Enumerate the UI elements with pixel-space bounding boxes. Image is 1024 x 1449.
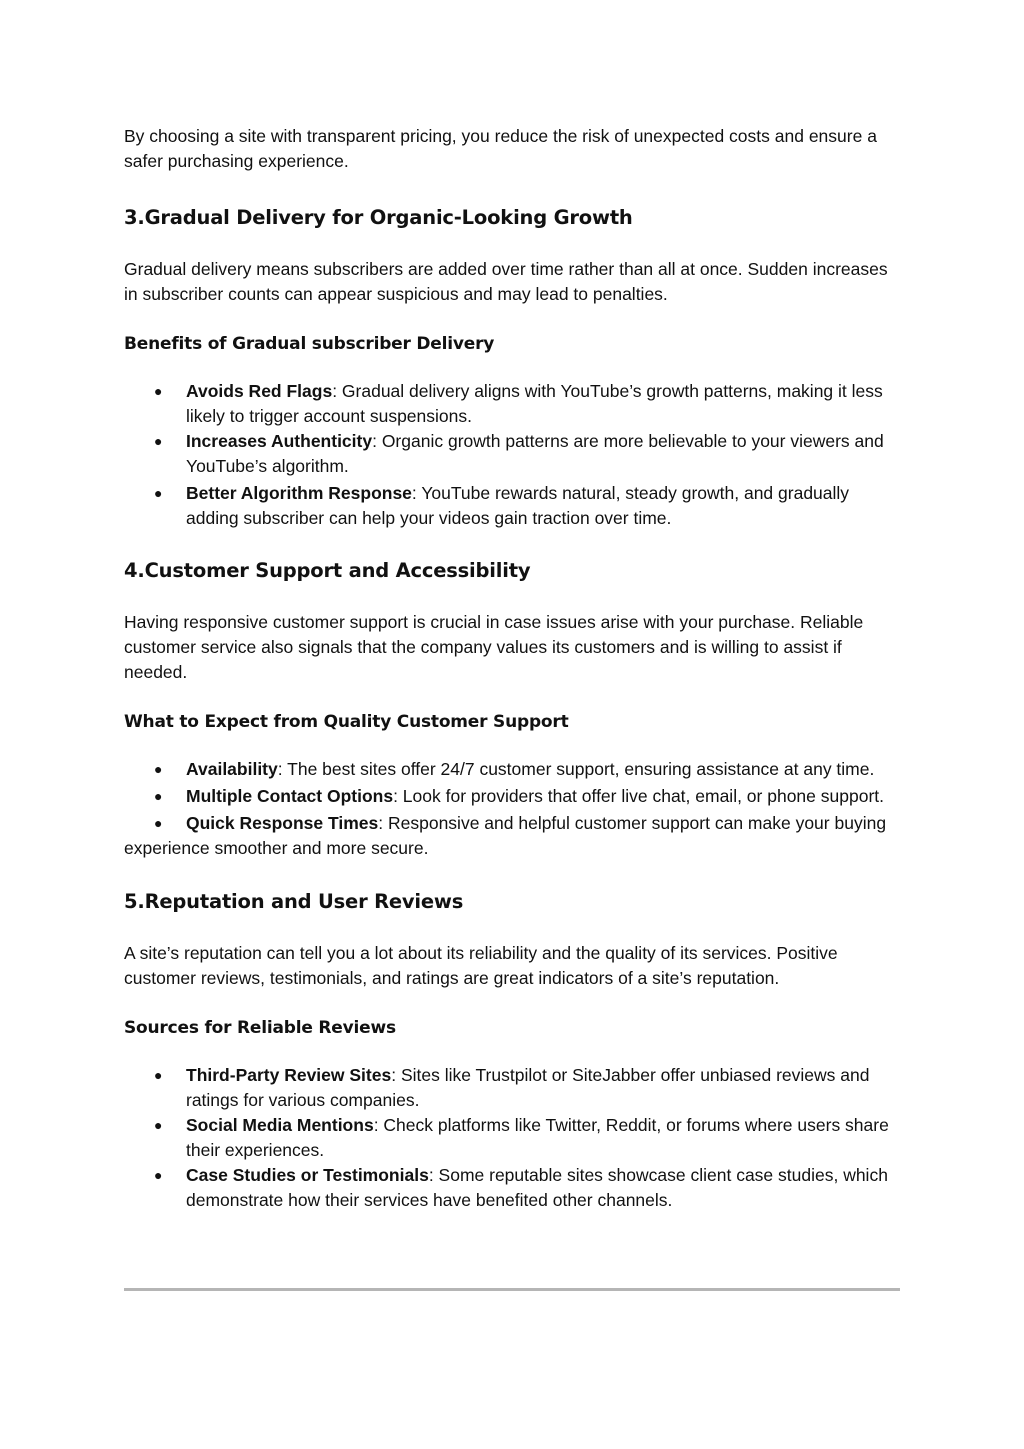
bullet-icon: ● [154,761,163,777]
bullet-text: : Some reputable sites showcase client case studies, which demonstrate how their services have benefited other channels. [186,1165,888,1210]
bullet-term: Increases Authenticity [186,431,373,451]
list-item [124,379,900,429]
section-4-subheading: What to Expect from Quality Customer Support [124,712,569,732]
list-item [124,429,900,479]
bullet-term: Quick Response Times [186,813,379,833]
list-item [124,757,900,782]
section-5-subheading: Sources for Reliable Reviews [124,1018,396,1038]
section-5-bullet-list [124,1063,900,1213]
section-3-heading: 3.Gradual Delivery for Organic-Looking Growth [124,206,633,229]
bullet-icon: ● [154,788,163,804]
intro-paragraph: By choosing a site with transparent pricing, you reduce the risk of unexpected costs and ensure a safer purchasing experience. [124,126,877,171]
bullet-term: Avoids Red Flags [186,381,333,401]
section-5-heading: 5.Reputation and User Reviews [124,890,464,913]
bullet-icon: ● [154,1167,163,1183]
section-3-bullet-list [124,379,900,531]
bullet-text: : Organic growth patterns are more believable to your viewers and YouTube’s algorithm. [186,431,884,476]
bullet-text: : Responsive and helpful customer support can make your buying experience smoother and more secure. [124,813,887,858]
section-5-body: A site’s reputation can tell you a lot about its reliability and the quality of its services. Positive customer reviews, testimonials, and ratings are great indicators of a site’s reputation. [124,943,838,988]
section-3-body: Gradual delivery means subscribers are added over time rather than all at once. Sudden increases in subscriber counts can appear suspicious and may lead to penalties. [124,259,888,304]
bullet-icon: ● [154,1117,163,1133]
bullet-text: : YouTube rewards natural, steady growth, and gradually adding subscriber can help your videos gain traction over time. [186,483,850,528]
section-4-body: Having responsive customer support is crucial in case issues arise with your purchase. Reliable customer service also signals that the company values its customers and is willing to assist if needed. [124,612,864,682]
bullet-icon: ● [154,815,163,831]
list-item [124,1163,900,1213]
section-4-bullet-list [124,757,900,809]
bullet-text: : Gradual delivery aligns with YouTube’s growth patterns, making it less likely to trigger account suspensions. [186,381,883,426]
bullet-text: : Look for providers that offer live chat, email, or phone support. [393,786,884,806]
section-4-heading: 4.Customer Support and Accessibility [124,559,531,582]
bullet-term: Case Studies or Testimonials [186,1165,429,1185]
bullet-term: Availability [186,759,278,779]
bullet-term: Third-Party Review Sites [186,1065,392,1085]
bullet-text: : Sites like Trustpilot or SiteJabber offer unbiased reviews and ratings for various companies. [186,1065,870,1110]
bullet-icon: ● [154,1067,163,1083]
list-item [124,481,900,531]
bullet-text: : Check platforms like Twitter, Reddit, or forums where users share their experiences. [186,1115,889,1160]
bullet-term: Better Algorithm Response [186,483,412,503]
document-page [124,124,900,1213]
list-item [124,811,900,861]
bullet-text: : The best sites offer 24/7 customer support, ensuring assistance at any time. [277,759,875,779]
bullet-term: Social Media Mentions [186,1115,374,1135]
section-3-subheading: Benefits of Gradual subscriber Delivery [124,334,495,354]
bullet-icon: ● [154,433,163,449]
list-item [124,1063,900,1113]
footer-divider [124,1288,900,1291]
bullet-term: Multiple Contact Options [186,786,394,806]
bullet-icon: ● [154,485,163,501]
list-item [124,784,900,809]
list-item [124,1113,900,1163]
bullet-icon: ● [154,383,163,399]
